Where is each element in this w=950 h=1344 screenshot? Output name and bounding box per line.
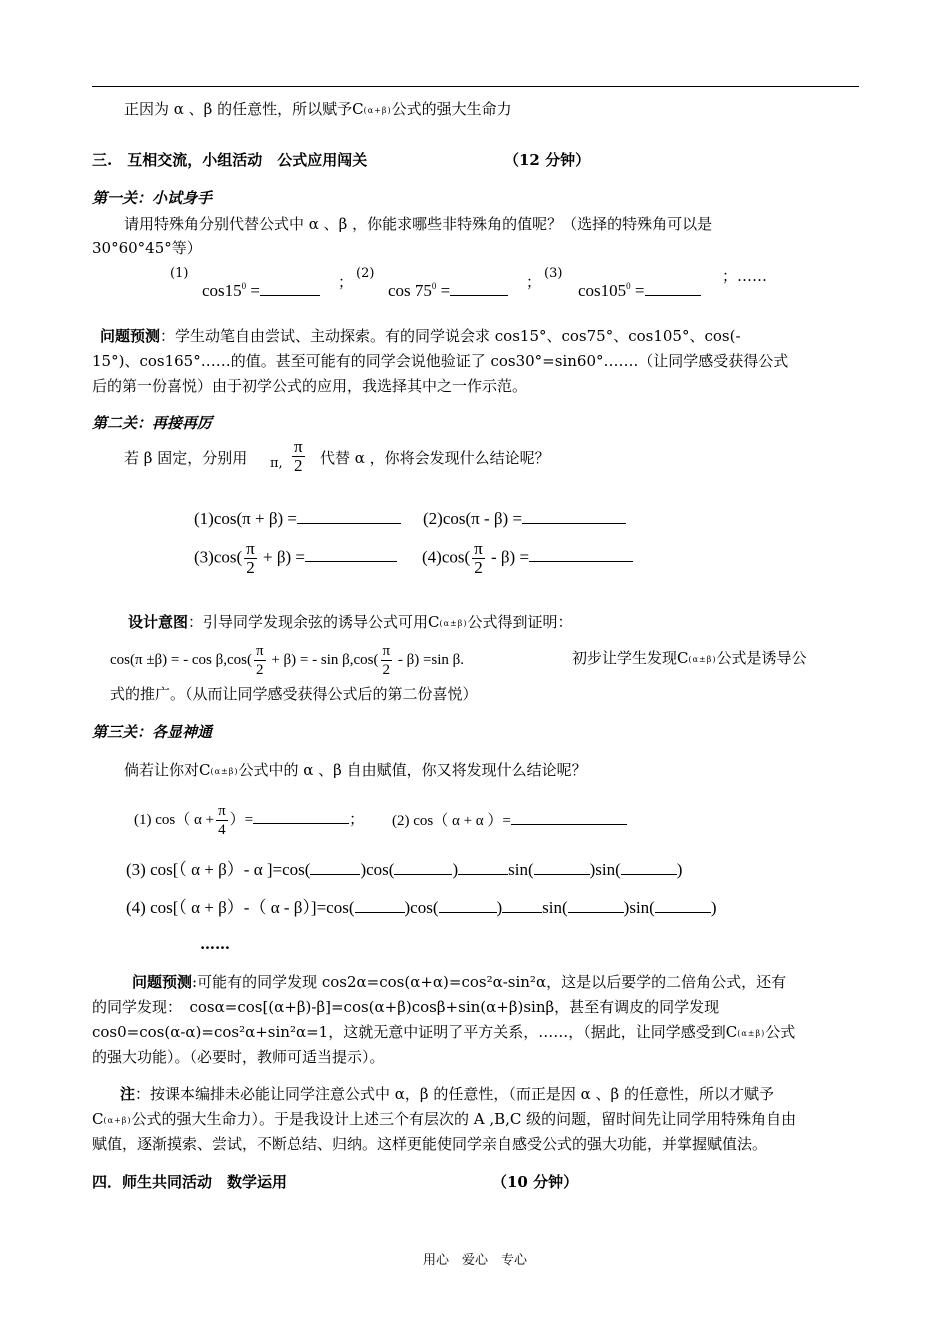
level-1-title: 第一关：小试身手: [92, 189, 213, 207]
header-rule: [92, 86, 859, 87]
prediction-1-line-2: 15°)、cos165°……的值。甚至可能有的同学会说他验证了 cos30°=sin60°…….（让同学感受获得公式: [92, 352, 789, 370]
level-1-sep-1: ；: [338, 273, 354, 291]
section-4-time: （10 分钟）: [492, 1173, 579, 1191]
note-line-1: 注：按课本编排未必能让同学注意公式中 α，β 的任意性，（而正是因 α 、β 的任意性，所以才赋予: [120, 1085, 774, 1103]
level-2-pi: π,: [270, 456, 283, 471]
section-3-heading: 三. 互相交流，小组活动 公式应用闯关: [92, 151, 368, 169]
level-1-item-2-label: (2): [356, 266, 375, 281]
level-1-item-1-label: (1): [170, 266, 189, 281]
design-intent-formula: cos(π ±β) = - cos β,cos( $\frac{\pi}{2}$ + β) = - sin β,cos( $\frac{\pi}{2}$ - β) =sin β.: [110, 643, 465, 678]
level-3-eq-2: (2) cos（ α + α ）=: [392, 810, 627, 831]
level-2-prompt-a: 若 β 固定，分别用: [124, 449, 248, 467]
level-1-item-1: $\cos 15^0$ =: [202, 276, 320, 301]
page-footer: 用心 爱心 专心: [422, 1253, 527, 1268]
note-line-2: C(α+β)公式的强大生命力）。于是我设计上述三个有层次的 A ,B,C 级的问题，留时间先让同学用特殊角自由: [92, 1110, 797, 1128]
prediction-2-line-2: 的同学发现： cosα=cos[(α+β)-β]=cos(α+β)cosβ+sin(α+β)sinβ，甚至有调皮的同学发现: [92, 998, 720, 1016]
level-2-prompt-b: 代替 α ，你将会发现什么结论呢？: [320, 449, 550, 467]
note-line-3: 赋值，逐渐摸索、尝试，不断总结、归纳。这样更能使同学亲自感受公式的强大功能，并掌握赋值法。: [92, 1135, 768, 1153]
level-2-title: 第二关：再接再厉: [92, 414, 213, 432]
level-2-fraction: $\frac{\pi}{2}$: [294, 437, 303, 475]
level-2-eq-2: (2)cos(π - β) =: [423, 509, 626, 529]
level-3-title: 第三关：各显神通: [92, 723, 213, 741]
level-1-item-3: $\cos 105^0$ =: [578, 276, 701, 301]
design-intent-after: 初步让学生发现C(α±β)公式是诱导公: [572, 649, 807, 667]
level-3-prompt: 倘若让你对C(α±β)公式中的 α 、β 自由赋值，你又将发现什么结论呢？: [124, 761, 587, 779]
level-1-item-3-label: (3): [544, 266, 563, 281]
section-3-time: （12 分钟）: [504, 151, 591, 169]
prediction-1-line-1: 问题预测：学生动笔自由尝试、主动探索。有的同学说会求 cos15°、cos75°、cos105°、cos(-: [100, 327, 741, 345]
level-3-eq-4: (4) cos[（ α + β）-（ α - β）]=cos( )cos( ) sin( )sin( ): [126, 898, 717, 917]
level-2-eq-3: (3)cos( $\frac{\pi}{2}$ + β) =: [194, 540, 397, 577]
design-intent-line-1: 设计意图：引导同学发现余弦的诱导公式可用C(α±β)公式得到证明：: [128, 613, 573, 631]
level-1-prompt-cont: 30°60°45°等）: [92, 239, 202, 257]
level-1-prompt: 请用特殊角分别代替公式中 α 、β ，你能求哪些非特殊角的值呢？（选择的特殊角可以是: [124, 215, 713, 233]
level-1-item-2: $\cos 75^0$ =: [388, 276, 508, 301]
level-3-eq-1: (1) cos（ α + $\frac{\pi}{4}$ ）= ；: [134, 803, 365, 838]
level-3-eq-3: (3) cos[（ α + β）- α ]=cos( )cos( ) sin( )sin( ): [126, 860, 683, 879]
design-intent-line-2: 式的推广。（从而让同学感受获得公式后的第二份喜悦）: [110, 685, 478, 703]
intro-line: 正因为 α 、β 的任意性，所以赋予C(α+β)公式的强大生命力: [124, 100, 512, 118]
prediction-2-line-1: 问题预测:可能有的同学发现 cos2α=cos(α+α)=cos²α-sin²α，这是以后要学的二倍角公式，还有: [132, 973, 787, 991]
level-3-ellipsis: ……: [200, 935, 230, 953]
prediction-2-line-3: cos0=cos(α-α)=cos²α+sin²α=1，这就无意中证明了平方关系，……，（据此，让同学感受到C(α±β)公式: [92, 1023, 796, 1041]
prediction-1-line-3: 后的第一份喜悦）由于初学公式的应用，我选择其中之一作示范。: [92, 377, 528, 395]
level-1-sep-2: ；: [526, 273, 542, 291]
level-1-ellipsis: ；……: [722, 267, 768, 285]
level-2-eq-1: (1)cos(π + β) =: [194, 509, 401, 529]
prediction-2-line-4: 的强大功能）。（必要时，教师可适当提示）。: [92, 1048, 385, 1066]
level-2-eq-4: (4)cos( $\frac{\pi}{2}$ - β) =: [422, 540, 633, 577]
section-4-heading: 四．师生共同活动 数学运用: [92, 1173, 288, 1191]
